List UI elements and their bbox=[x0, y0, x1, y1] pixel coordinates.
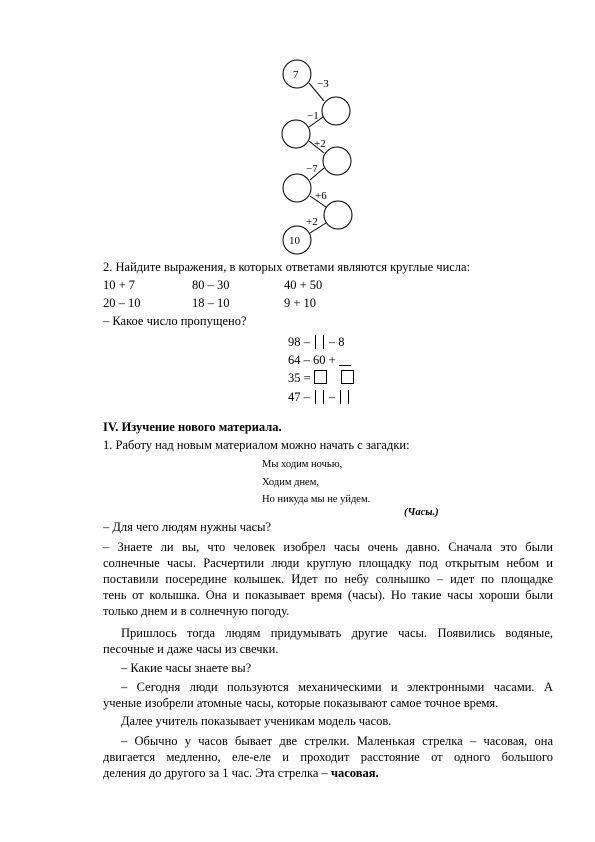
chain-circle bbox=[324, 201, 352, 229]
paragraph-other-clocks: Пришлось тогда людям придумывать другие часы. Появились водяные, песочные и даже часы из свечки. bbox=[103, 626, 553, 656]
riddle-line: Ходим днем, bbox=[262, 477, 319, 488]
blank-box bbox=[314, 370, 327, 384]
equation-3: 35 = bbox=[288, 370, 354, 386]
chain-circle bbox=[323, 147, 351, 175]
blank-box bbox=[341, 370, 354, 384]
expression: 18 – 10 bbox=[192, 296, 230, 310]
chain-circle bbox=[322, 97, 350, 125]
number-chain-diagram bbox=[270, 55, 370, 260]
chain-op: +2 bbox=[306, 216, 318, 228]
equation-4: 47 – – bbox=[288, 389, 354, 405]
expression: 40 + 50 bbox=[284, 278, 323, 292]
expression: 9 + 10 bbox=[284, 296, 317, 310]
chain-start-value: 7 bbox=[293, 69, 299, 81]
riddle-line: Мы ходим ночью, bbox=[262, 459, 343, 470]
paragraph-sundial: – Знаете ли вы, что человек изобрел часы очень давно. Сначала это были солнечные часы. Расчертили люди круглую площадку под открытым небом и поставили посередине колышек. Идет по небу солнышко – идет по площадке тень от колышка. Она и показывает время (часы). Но такие часы хороши были только днем и в солнечную погоду. bbox=[103, 540, 553, 618]
chain-circle bbox=[283, 174, 311, 202]
equation-2: 64 – 60 + bbox=[288, 352, 351, 368]
paragraph-teacher-model: Далее учитель показывает ученикам модель часов. bbox=[121, 714, 392, 728]
paragraph-modern-clocks: – Сегодня люди пользуются механическими и электронными часами. А ученые изобрели атомные часы, которые показывают самое точное время. bbox=[103, 680, 553, 710]
chain-circle bbox=[282, 120, 310, 148]
equation-1: 98 – – 8 bbox=[288, 335, 345, 349]
chain-op: +2 bbox=[314, 138, 326, 150]
expression: 20 – 10 bbox=[103, 296, 141, 310]
paragraph-clock-hands: – Обычно у часов бывает две стрелки. Маленькая стрелка – часовая, она двигается медленно, еле-еле и проходит расстояние от одного большого деления до другого за 1 час. Эта стрелка – часовая. bbox=[103, 734, 553, 780]
section-intro: 1. Работу над новым материалом можно начать с загадки: bbox=[103, 438, 410, 452]
task2-heading: 2. Найдите выражения, в которых ответами являются круглые числа: bbox=[103, 260, 471, 274]
expression: 10 + 7 bbox=[103, 278, 136, 292]
riddle-answer: (Часы.) bbox=[404, 507, 439, 518]
chain-op: −7 bbox=[306, 163, 318, 175]
missing-number-question: – Какое число пропущено? bbox=[103, 314, 247, 328]
chain-op: +6 bbox=[315, 190, 327, 202]
blank-slot bbox=[339, 355, 351, 366]
chain-op: −3 bbox=[317, 78, 329, 90]
question-why-clocks: – Для чего людям нужны часы? bbox=[103, 520, 272, 534]
question-which-clocks: – Какие часы знаете вы? bbox=[121, 661, 252, 675]
riddle-line: Но никуда мы не уйдем. bbox=[262, 494, 371, 505]
chain-op: −1 bbox=[307, 110, 319, 122]
expression: 80 – 30 bbox=[192, 278, 230, 292]
chain-end-value: 10 bbox=[289, 235, 300, 247]
section-title: IV. Изучение нового материала. bbox=[103, 420, 282, 434]
